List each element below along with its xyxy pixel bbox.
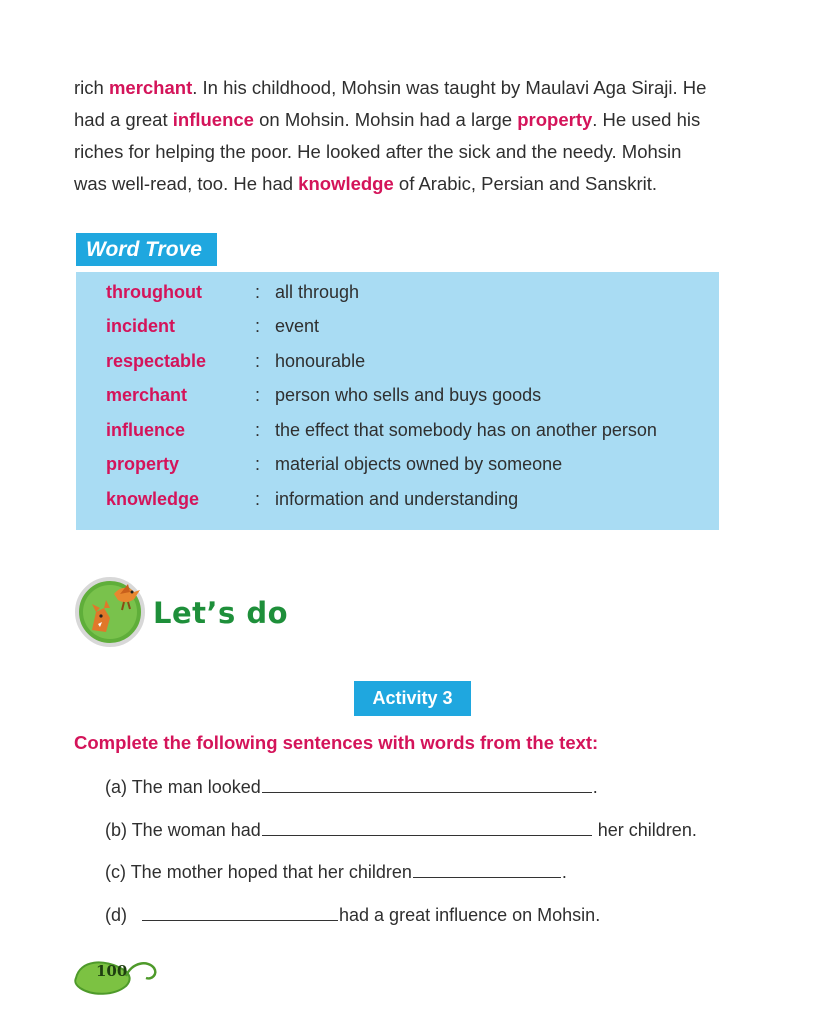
item-text-before: The mother hoped that her children (130, 862, 412, 882)
item-label: (b) (105, 820, 127, 840)
lets-do-title: Let’s do (153, 596, 289, 630)
item-label: (c) (105, 862, 126, 882)
item-text-after: her children. (597, 820, 697, 840)
word-trove-box (76, 272, 719, 530)
paragraph-line: had a great influence on Mohsin. Mohsin had a large property. He used his (74, 109, 701, 130)
fox-and-bird-icon (74, 572, 150, 648)
word-trove-title: Word Trove (76, 233, 217, 266)
paragraph-line: riches for helping the poor. He looked after the sick and the needy. Mohsin (74, 141, 682, 162)
paragraph-line: was well-read, too. He had knowledge of Arabic, Persian and Sanskrit. (74, 173, 658, 194)
item-text-after: . (592, 777, 598, 797)
item-text-after: had a great influence on Mohsin. (339, 905, 601, 925)
trove-term: knowledge (106, 489, 200, 509)
trove-definition: honourable (275, 351, 366, 371)
trove-definition: material objects owned by someone (275, 454, 563, 474)
trove-separator: : (255, 351, 261, 371)
trove-separator: : (255, 316, 261, 336)
keyword-property: property (517, 109, 593, 130)
activity-instruction: Complete the following sentences with words from the text: (74, 732, 599, 753)
keyword-knowledge: knowledge (298, 173, 394, 194)
answer-blank[interactable] (262, 772, 592, 793)
trove-definition: event (275, 316, 320, 336)
trove-separator: : (255, 454, 261, 474)
trove-separator: : (255, 420, 261, 440)
exercise-item-a (105, 772, 598, 802)
trove-definition: person who sells and buys goods (275, 385, 542, 405)
answer-blank[interactable] (262, 815, 592, 836)
exercise-item-b (105, 815, 697, 845)
trove-term: influence (106, 420, 186, 440)
answer-blank[interactable] (142, 900, 338, 921)
item-label: (a) (105, 777, 127, 797)
body-paragraph (74, 72, 764, 200)
trove-definition: all through (275, 282, 360, 302)
trove-term: respectable (106, 351, 207, 371)
trove-term: merchant (106, 385, 188, 405)
item-text-before: The man looked (131, 777, 261, 797)
trove-term: throughout (106, 282, 202, 302)
page-number: 100 (96, 962, 128, 980)
item-text-before: The woman had (131, 820, 261, 840)
trove-separator: : (255, 489, 261, 509)
activity-badge: Activity 3 (354, 681, 471, 716)
exercise-item-c (105, 857, 567, 887)
keyword-merchant: merchant (108, 77, 193, 98)
item-label: (d) (105, 905, 127, 925)
answer-blank[interactable] (413, 857, 561, 878)
keyword-influence: influence (172, 109, 254, 130)
item-text-after: . (561, 862, 567, 882)
trove-term: property (106, 454, 180, 474)
trove-definition: information and understanding (275, 489, 519, 509)
paragraph-line: rich merchant. In his childhood, Mohsin was taught by Maulavi Aga Siraji. He (74, 77, 707, 98)
trove-term: incident (106, 316, 176, 336)
trove-definition: the effect that somebody has on another person (275, 420, 657, 440)
trove-separator: : (255, 282, 261, 302)
trove-separator: : (255, 385, 261, 405)
exercise-item-d (105, 900, 600, 930)
